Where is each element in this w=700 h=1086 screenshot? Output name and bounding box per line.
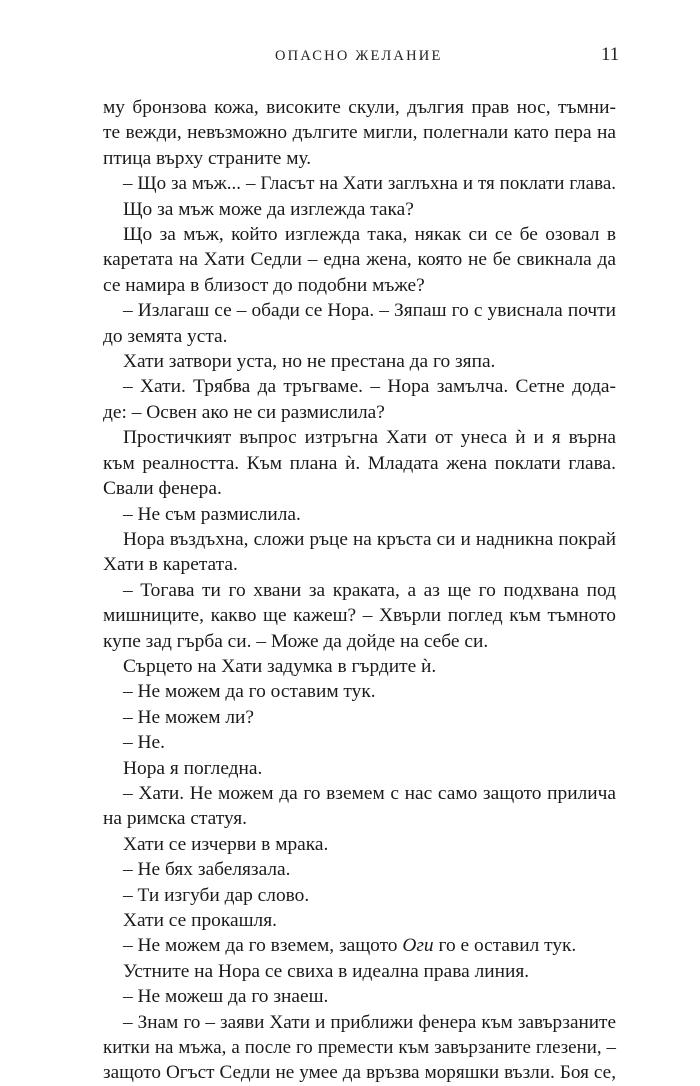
text-line: те вежди, невъзможно дългите мигли, полегнали като пера на	[103, 122, 616, 144]
text-line: купе зад гърба си. – Може да дойде на себе си.	[103, 630, 489, 652]
text-line: Що за мъж, който изглежда така, някак си се бе озовал в	[123, 224, 616, 246]
text-line: – Излагаш се – обади се Нора. – Зяпаш го с увиснала почти	[123, 300, 616, 322]
text-line: – Ти изгуби дар слово.	[123, 884, 310, 906]
text-line: – Не можем да го оставим тук.	[123, 681, 376, 703]
text-line: – Не съм размислила.	[123, 503, 301, 525]
text-line: – Не можем да го вземем, защото Оги го е оставил тук.	[123, 935, 577, 957]
text-line: Простичкият въпрос изтръгна Хати от унеса ѝ и я върна	[123, 427, 616, 449]
page-header	[0, 44, 700, 70]
text-line: Що за мъж може да изглежда така?	[123, 198, 414, 220]
text-line: – Не можем ли?	[123, 706, 255, 728]
text-line: де: – Освен ако не си размислила?	[103, 401, 385, 423]
text-line: китки на мъжа, а после го премести към завързаните глезени, –	[103, 1037, 616, 1059]
text-line: към реалността. Към плана ѝ. Младата жена поклати глава.	[103, 452, 616, 474]
text-line: Устните на Нора се свиха в идеална права линия.	[123, 960, 530, 982]
text-line: защото Огъст Седли не умее да връзва моряшки възли. Боя се,	[103, 1062, 616, 1084]
text-line: – Не можеш да го знаеш.	[123, 986, 329, 1008]
text-line: Нора я погледна.	[123, 757, 263, 779]
text-line: Сърцето на Хати задумка в гърдите ѝ.	[123, 655, 437, 677]
text-line: – Хати. Не можем да го вземем с нас само защото прилича	[123, 782, 616, 804]
text-line: на римска статуя.	[103, 808, 247, 830]
text-line: – Знам го – заяви Хати и приближи фенера към завързаните	[123, 1011, 616, 1033]
text-line: – Що за мъж... – Гласът на Хати заглъхна и тя поклати глава.	[123, 173, 616, 195]
text-line: – Не бях забелязала.	[123, 859, 291, 881]
text-line: – Хати. Трябва да тръгваме. – Нора замълча. Сетне дода-	[123, 376, 616, 398]
running-title: ОПАСНО ЖЕЛАНИЕ	[275, 48, 443, 64]
text-line: се намира в близост до подобни мъже?	[103, 274, 425, 296]
text-line: каретата на Хати Седли – една жена, която не бе свикнала да	[103, 249, 616, 271]
text-line: мишниците, какво ще кажеш? – Хвърли поглед към тъмното	[103, 605, 616, 627]
text-line: Свали фенера.	[103, 478, 222, 500]
text-line: Хати се прокашля.	[123, 910, 277, 931]
text-line: Хати се изчерви в мрака.	[123, 833, 329, 855]
text-line: до земята уста.	[103, 325, 228, 347]
text-line: птица върху страните му.	[103, 147, 312, 169]
body-text	[103, 95, 616, 1086]
text-line: – Тогава ти го хвани за краката, а аз ще го подхвана под	[123, 579, 616, 601]
page-number: 11	[601, 44, 620, 65]
text-line: Хати в каретата.	[103, 554, 238, 576]
text-line: – Не.	[123, 732, 166, 754]
text-line: му бронзова кожа, високите скули, дългия прав нос, тъмни-	[103, 97, 616, 118]
text-line: Хати затвори уста, но не престана да го зяпа.	[123, 351, 496, 373]
text-line: Нора въздъхна, сложи ръце на кръста си и надникна покрай	[123, 528, 616, 550]
